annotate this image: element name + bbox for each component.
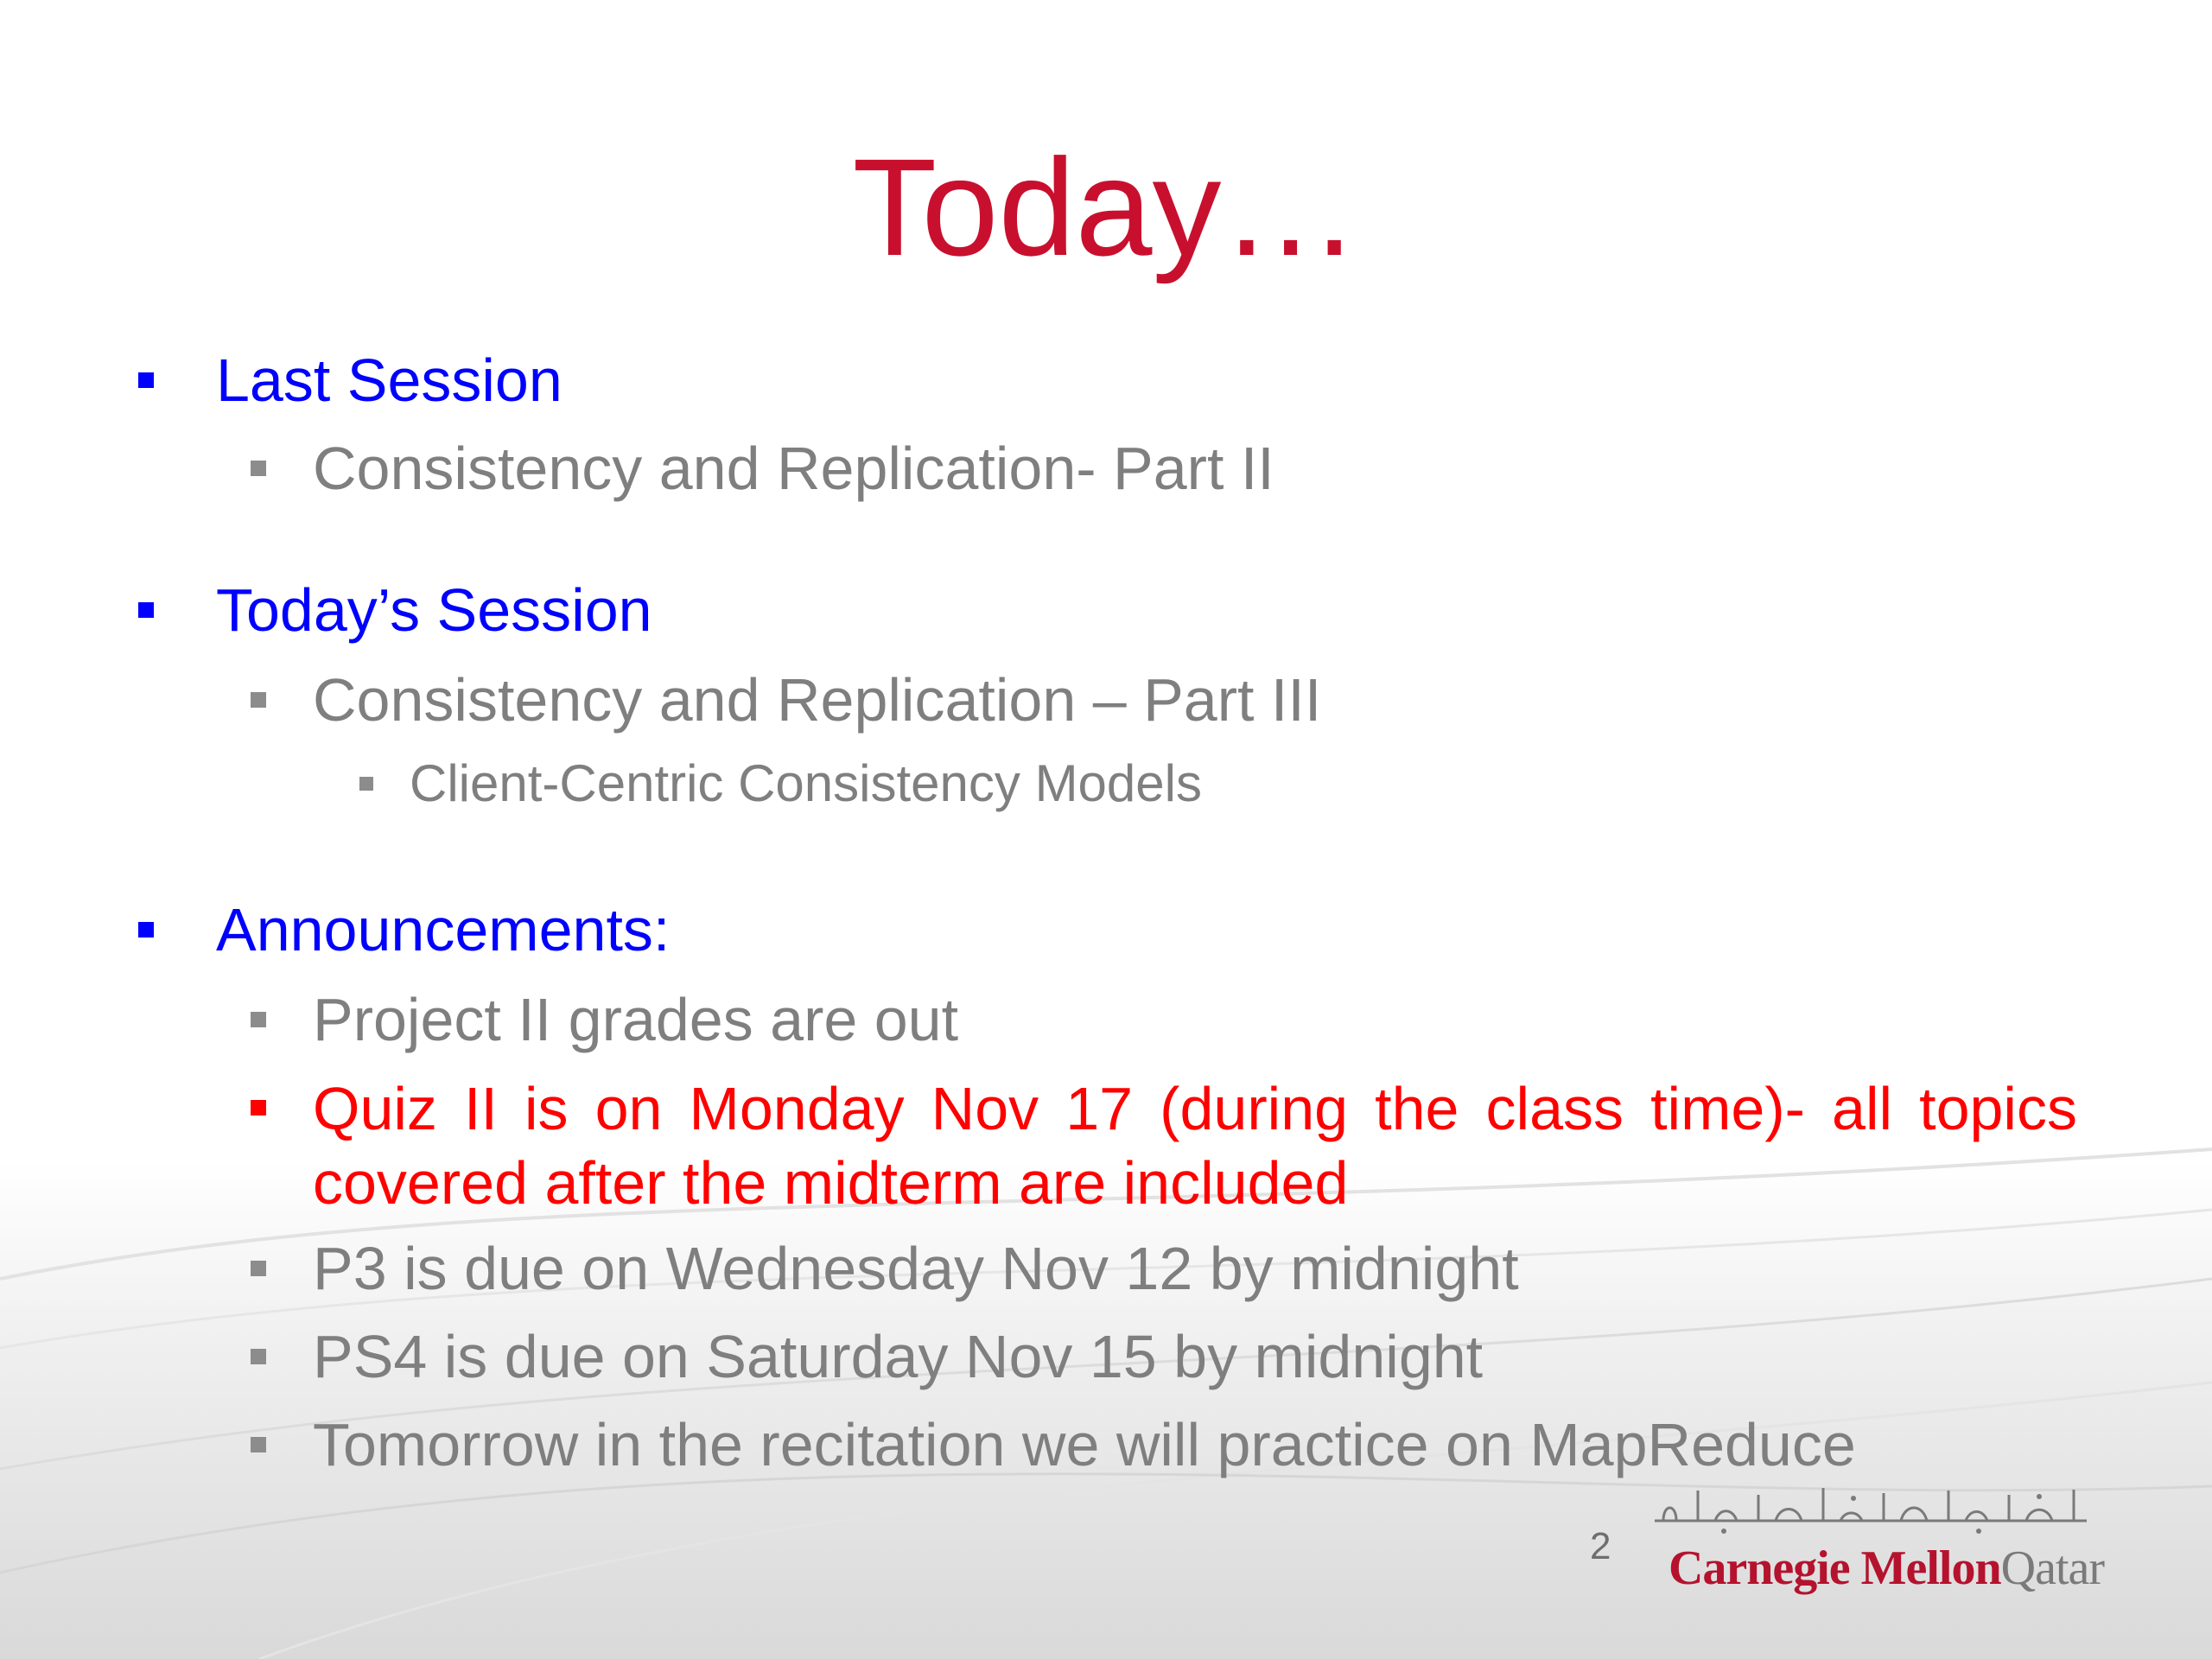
- bullet-text: Consistency and Replication- Part II: [313, 435, 1274, 502]
- bullet-text: Last Session: [216, 346, 563, 414]
- logo-qatar: Qatar: [2000, 1541, 2104, 1595]
- page-number: 2: [1590, 1525, 1611, 1567]
- bullet-text: Announcements:: [216, 896, 671, 963]
- logo-carnegie-mellon: Carnegie Mellon: [1668, 1541, 2001, 1595]
- square-bullet-icon: [138, 602, 154, 618]
- bullet-text: Consistency and Replication – Part III: [313, 666, 1322, 734]
- bullet-text: Project II grades are out: [313, 986, 959, 1053]
- square-bullet-icon: [138, 922, 154, 938]
- logo-wordmark: [1637, 1542, 2104, 1594]
- square-bullet-icon: [138, 372, 154, 388]
- square-bullet-icon: [251, 1437, 266, 1452]
- square-bullet-icon: [251, 1261, 266, 1276]
- bullet-text: Client-Centric Consistency Models: [410, 754, 1202, 812]
- square-bullet-icon: [251, 1012, 266, 1027]
- quiz-announcement-text: Quiz II is on Monday Nov 17 (during the class time)- all topics covered after the midterm are included: [313, 1075, 2077, 1217]
- square-bullet-icon: [251, 1349, 266, 1364]
- square-bullet-icon: [359, 777, 373, 791]
- square-bullet-icon: [251, 1100, 266, 1116]
- bullet-text: Today’s Session: [216, 576, 652, 644]
- slide-title: Today…: [852, 130, 1360, 284]
- arabic-wordmark-logo: [1637, 1478, 2104, 1538]
- square-bullet-icon: [251, 692, 266, 708]
- square-bullet-icon: [251, 461, 266, 476]
- bullet-text: P3 is due on Wednesday Nov 12 by midnight: [313, 1235, 1519, 1302]
- bullet-text: Tomorrow in the recitation we will practice on MapReduce: [313, 1411, 1856, 1478]
- carnegie-mellon-qatar-logo: [1637, 1478, 2104, 1599]
- bullet-text: PS4 is due on Saturday Nov 15 by midnight: [313, 1323, 1484, 1390]
